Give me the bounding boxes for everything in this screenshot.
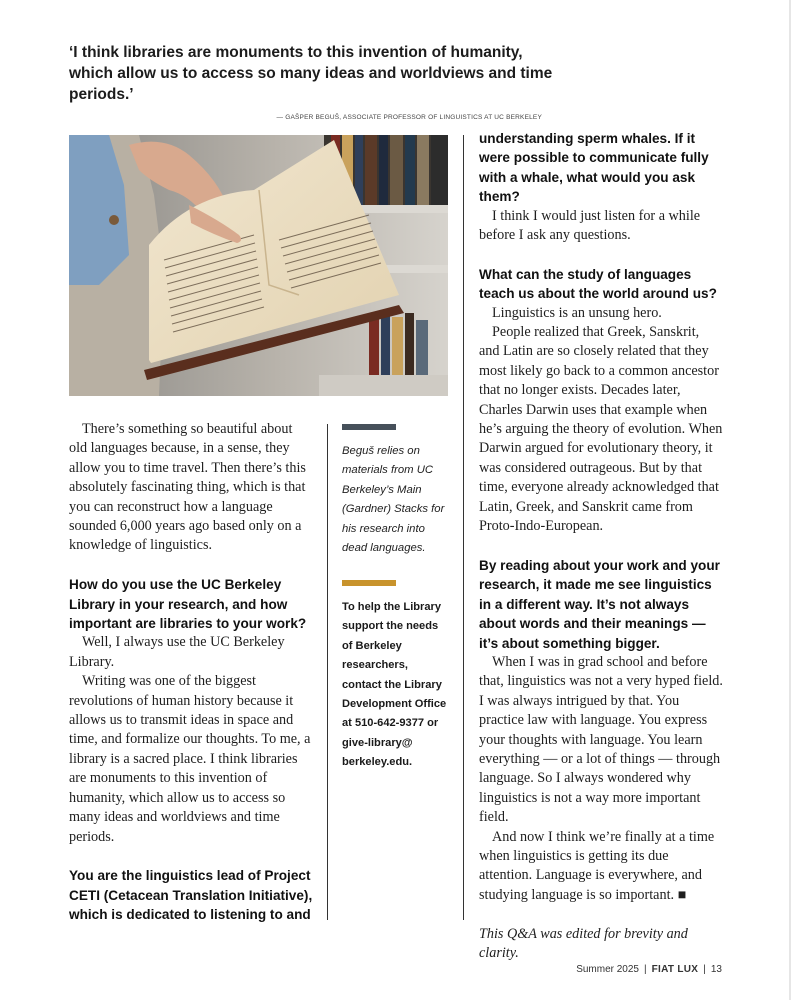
footer-separator: | [644,964,647,975]
answer-paragraph: I think I would just listen for a while before I ask any questions. [479,207,701,244]
footer-separator: | [703,964,706,975]
page-number: 13 [710,964,722,975]
answer-paragraph: Writing was one of the biggest revolutions of human history because it allows us to transmit ideas in space and time, and formalize our thoughts. To me, a library is a sacred place. I think libraries are monuments to this invention of humanity, which allow us to access so many ideas and worldviews and time periods. [69,673,311,845]
question-languages: What can the study of languages teach us about the world around us? [479,266,717,302]
answer-paragraph: There’s something so beautiful about old languages because, in a sense, they allow you to time travel. Then there’s this absolutely fascinating thing, which is that you can reconstruct how a language sounded 6,000 years ago based only on a knowledge of linguistics. [69,421,306,554]
answer-paragraph: When I was in grad school and before that, linguistics was not a very hyped field. I was always intrigued by that. You practice law with language. You express your thoughts with language. You learn everything — or a lot of things — through language. So I always wondered why linguistics is not a way more important field. [479,653,723,826]
answer-paragraph: People realized that Greek, Sanskrit, and Latin are so closely related that they most likely go back to a common ancestor that no longer exists. Decades later, Charles Darwin uses that example when he’s arguing the theory of evolution. When Darwin argued for evolutionary theory, it was considered outrageous. But by that time, everyone already acknowledged that Latin, Greek, and Sanskrit came from Proto-Indo-European. [479,324,723,535]
end-mark: ■ [677,886,687,903]
answer-text: And now I think we’re finally at a time when linguistics is getting its due attention. Language is everywhere, and studying language is so important. [479,828,715,903]
question-ceti-start: You are the linguistics lead of Project CETI (Cetacean Translation Initiative), which is dedicated to listening to and [69,868,313,923]
donation-callout: To help the Library support the needs of Berkeley researchers, contact the Library Development Office at 510-642-9377 or give-library@ berkeley.edu. [342,601,447,769]
column-divider [463,135,464,920]
book-photo-illustration [69,135,448,396]
photo-caption-block [342,424,450,558]
right-column [479,129,723,963]
page-footer [576,964,722,975]
pull-quote-attribution: — GAŠPER BEGUŠ, ASSOCIATE PROFESSOR OF LINGUISTICS AT UC BERKELEY [276,114,542,121]
callout-accent-bar [342,580,396,586]
editor-note: This Q&A was edited for brevity and clarity. [479,925,688,962]
donation-callout-block [342,580,450,773]
caption-accent-bar [342,424,396,430]
photo-caption: Beguš relies on materials from UC Berkeley’s Main (Gardner) Stacks for his research into dead languages. [342,445,445,555]
book-photo [69,135,448,396]
left-column [69,420,314,925]
answer-paragraph: Linguistics is an unsung hero. [492,304,662,321]
question-ceti-end: understanding sperm whales. If it were possible to communicate fully with a whale, what would you ask them? [479,131,709,205]
answer-paragraph [479,828,723,906]
question-library: How do you use the UC Berkeley Library in your research, and how important are libraries to your work? [69,577,307,632]
answer-paragraph: Well, I always use the UC Berkeley Library. [69,634,285,670]
question-bigger: By reading about your work and your research, it made me see linguistics in a different way. It’s not always about words and their meanings — it’s about something bigger. [479,557,720,651]
publication-name: FIAT LUX [651,964,699,975]
pull-quote [69,42,559,121]
pull-quote-text: ‘I think libraries are monuments to this invention of humanity, which allow us to access so many ideas and worldviews and time periods.’ [69,44,553,103]
issue-label: Summer 2025 [576,964,639,975]
column-divider [327,424,328,920]
